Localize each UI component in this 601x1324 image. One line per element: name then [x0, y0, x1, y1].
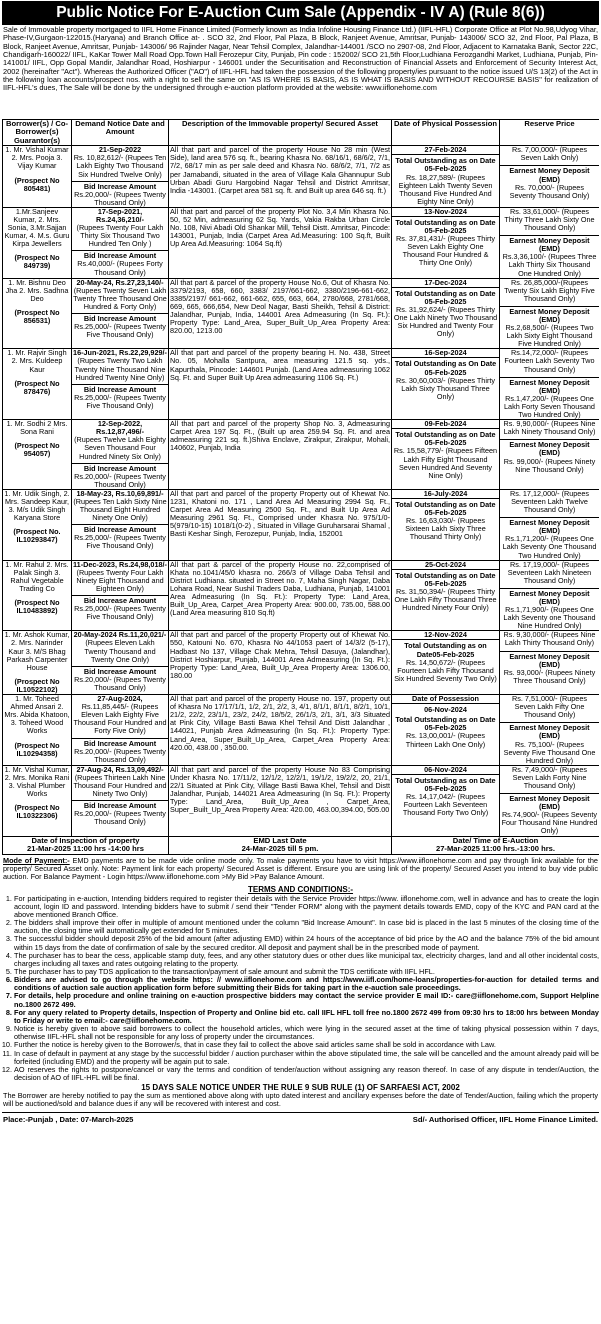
auction-value: 27-Mar-2025 11:00 hrs.-13:00 hrs. [435, 844, 556, 854]
inspection-label: Date of Inspection of property [31, 836, 140, 845]
table-row [3, 207, 600, 278]
reserve-price: Rs. 9,90,000/- (Rupees Nine Lakh Ninety Thousand Only) [503, 419, 596, 437]
bid-increase-amount: Rs.20,000/- (Rupees Twenty Thousand Only) [74, 189, 166, 207]
borrower-cell [3, 631, 72, 695]
reserve-price: Rs. 7,51,000/- (Rupees Seven Lakh Fifty One Thousand Only) [512, 694, 587, 720]
demand-cell [72, 146, 169, 208]
col-description: Description of the Immovable property/ Secured Asset [169, 120, 392, 146]
borrower-cell [3, 349, 72, 420]
emd-amount: Rs.1,71,200/- (Rupees One Lakh Seventy One Thousand Two Hundred Only) [502, 534, 597, 560]
bid-increase-label: Bid Increase Amount [72, 313, 168, 323]
prospect-number: (Prospect No 805481) [14, 175, 60, 193]
table-row [3, 631, 600, 695]
demand-date: 11-Dec-2023, Rs.24,98,018/- [73, 560, 167, 569]
borrower-cell [3, 560, 72, 631]
demand-date: 18-May-23, Rs.10,69,891/- [76, 489, 164, 498]
possession-date: 12-Nov-2024 [392, 631, 499, 640]
col-demand: Demand Notice Date and Amount [72, 120, 169, 146]
outstanding-label: Total Outstanding as on Date 05-Feb-2025 [395, 499, 496, 518]
demand-cell [72, 207, 169, 278]
emd-label: Earnest Money Deposit (EMD) [500, 165, 599, 183]
property-description: All that part and parcel of the property Plot No. 3,4 Min Khasra No. 50, 52 Min, admeasuring 62 Sq. Yards, Vakia Rakba Urban Circle No. 108, Nivi Abadi Old Shankar Mill, Tehsil Distt. Amritsar, Pincode: 143001, Punjab, India (Carpet Area Ad.Measuring: 100 Sq.ft, Built Up Area Ad.Measuring: 1064 Sq.ft) [169, 207, 392, 278]
terms-item: 4. The purchaser has to bear the cess, applicable stamp duty, fees, and any other statutory dues or other dues like municipal tax, electricity charges, land and all other incidental costs, charges including all taxes and rates outgoing relating to the property. [14, 952, 599, 968]
prospect-number: (Prospect No 878476) [14, 378, 60, 396]
bid-increase-amount: Rs.20,000/- (Rupees Twenty Thousand Only) [74, 746, 166, 764]
outstanding-label: Total Outstanding as on Date 05-Feb-2025 [395, 430, 496, 448]
emd-label: Earnest Money Deposit (EMD) [500, 235, 599, 253]
borrower-cell [3, 695, 72, 766]
possession-cell [392, 560, 500, 631]
possession-date: 16-July-2024 [392, 490, 499, 499]
possession-cell [392, 765, 500, 836]
terms-item: 9. Notice is hereby given to above said borrowers to collect the household articles, which were lying in the secured asset at the time of taking physical possession within 7 days, otherwise IIFL-HFL shall not be responsible for any loss of property under the circumstances. [14, 1025, 599, 1041]
notice-title: Public Notice For E-Auction Cum Sale (Appendix - IV A) (Rule 8(6)) [2, 1, 599, 25]
reserve-price: Rs. 26,85,000/-(Rupees Twenty Six Lakh Eighty Five Thousand Only) [504, 278, 595, 303]
possession-cell [392, 278, 500, 349]
emd-amount: Rs. 75,100/- (Rupees Seventy Five Thousand One Hundred Only) [503, 739, 596, 765]
demand-amount: Rs.11,85,445/- (Rupees Eleven Lakh Eighty Five Thousand Four Hundred and Forty Five Only) [73, 702, 167, 736]
reserve-cell [500, 765, 600, 836]
outstanding-amount: Rs. 18,27,589/- (Rupees Eighteen Lakh Twenty Seven Thousand Five Hundred And Eighty Nine Only) [398, 172, 493, 206]
possession-date: 06-Nov-2024 [392, 766, 499, 775]
possession-date: 09-Feb-2024 [392, 420, 499, 429]
table-row [3, 489, 600, 560]
prospect-number: (Prospect No IL10483892) [14, 598, 60, 616]
outstanding-label: Total Outstanding as on Date 05-Feb-2025 [395, 288, 496, 306]
bid-increase-label: Bid Increase Amount [72, 181, 168, 191]
terms-item: 8. For any query related to Property details, Inspection of Property and Online bid etc. call IIFL HFL toll free no.1800 2672 499 from 09:30 hrs to 18:00 hrs between Monday to Friday or write to email:- care@iiflonehome.com. [14, 1009, 599, 1025]
property-description: All that part and parcel of the property bearing H. No. 438, Street No. 05, Mohalla Santpura, area measuring 121.5 sq. yds., Kapurthala, Pincode: 144601 Punjab. (Land Area admeasuring 1062 Sq. Ft. and Super Built Up Area admeasuring 1106 Sq. Ft.) [169, 349, 392, 420]
possession-date: Date of Possession [392, 695, 499, 704]
table-header-row [3, 120, 600, 146]
terms-item: 11. In case of default in payment at any stage by the successful bidder / auction purchaser within the above stipulated time, the sale will be cancelled and the amount already paid will be forfeited (including EMD) and the property will be again put to sale. [14, 1050, 599, 1066]
borrower-names: 1. Mr. Rahul 2. Mrs. Palak Singh 3. Rahul Vegetable Trading Co [5, 560, 69, 593]
reserve-cell [500, 207, 600, 278]
outstanding-amount: Rs. 14,17,042/- (Rupees Fourteen Lakh Seventeen Thousand Forty Two Only) [402, 792, 489, 818]
col-borrower: Borrower(s) / Co-Borrower(s) Guarantor(s) [3, 120, 72, 146]
bid-increase-amount: Rs.20,000/- (Rupees Twenty Thousand Only) [74, 809, 166, 827]
outstanding-amount: Rs. 31,50,394/- (Rupees Thirty One Lakh Fifty Thousand Three Hundred Ninety Four Only) [394, 586, 497, 613]
demand-date: 27-Aug-24, Rs.13,09,492/- [76, 765, 164, 774]
emd-amount: Rs.74,900/- (Rupees Seventy Four Thousand Nine Hundred Only) [501, 810, 598, 836]
possession-cell [392, 207, 500, 278]
borrower-names: 1. Mr. Toheed Ahmed Ansari 2. Mrs. Abida Khatoon, 3. Toheed Wood Works [4, 694, 70, 736]
demand-date: 21-Sep-2022 [98, 145, 142, 155]
terms-item: 2. The bidders shall improve their offer in multiple of amount mentioned under the column "Bid Increase Amount". In case bid is placed in the last 5 minutes of the closing time of the auction, the closing time will automatically get extended for 5 minutes. [14, 919, 599, 935]
property-description: All that part and parcel of the property Shop No. 3, Admeasuring Carpet Area 197 Sq. Ft., (Built up area 259.94 Sq. Ft. and area admeasuring 221 sq. ft.)Shiva Enclave, Zirakpur, Zirakpur, Mohali, 140602, Punjab, India [169, 420, 392, 490]
col-possession: Date of Physical Possession [392, 120, 500, 146]
property-description: All that part and parcel of the property House No 83 Comprising Under Khasra No. 17/11/2, 12/1/2, 12/2/1, 19/1/2, 19/2/2, 20, 21/1, 22/1 Situated at Pink City, Village Basti Bawa Khel, Tehsil and Distt Jalandhar, Punjab, 144021 Area Admeasuring (In Sq. Ft.): Property Type: Land_Area, Built_Up_Area , Carpet_Area, Super_Built_Up_Area Property Area: 420.00, 463.00,394.00, 505.00 [169, 765, 392, 836]
possession-date-value: 06-Nov-2024 [424, 705, 467, 715]
property-description: All that part and parcel of the property House No 28 min (West Side), land area 576 sq. ft., bearing Khasra No. 68/16/1, 68/6/2, 7/1, 7/2, 68/17 min as per sale deed and Khasra No. 68/6/2, 7/1, 7/2 as per Jamabandi, situated in the area of Village Kala Ghannupur Sub Urban Abadi Guru Hargobind Nagar Tehsil and District Amritsar, India -143001. (Carpet area 581 sq. ft. and Built up area 646 sq. ft.) [169, 146, 392, 208]
bid-increase-amount: Rs.25,000/- (Rupees Twenty Five Thousand Only) [74, 392, 166, 410]
table-row [3, 560, 600, 631]
mode-of-payment [2, 855, 599, 882]
bid-increase-label: Bid Increase Amount [72, 738, 168, 748]
emd-amount: Rs. 93,000/- (Rupees Ninety Three Thousand Only) [503, 667, 596, 685]
emd-label: Earnest Money Deposit (EMD) [500, 588, 599, 606]
outstanding-amount: Rs. 31,92,624/- (Rupees Thirty One Lakh Ninety Two Thousand Six Hundred and Twenty Four Only) [393, 304, 498, 339]
emd-label: Earnest Money Deposit (EMD) [500, 793, 599, 811]
bid-increase-amount: Rs.20,000/- (Rupees Twenty Thousand Only) [74, 674, 166, 692]
outstanding-amount: Rs. 37,81,431/- (Rupees Thirty Seven Lakh Eighty One Thousand Four Hundred & Thirty One Only) [396, 234, 495, 268]
demand-cell [72, 765, 169, 836]
possession-cell [392, 489, 500, 560]
outstanding-label: Total Outstanding as on Date 05-Feb-2025 [395, 156, 496, 174]
prospect-number: (Prospect No IL10294358) [14, 740, 60, 758]
demand-amount: (Rupees Twenty Four Lakh Ninety Eight Thousand and Eighteen Only) [76, 567, 164, 593]
demand-amount: (Rupees Twelve Lakh Eighty Seven Thousand Four Hundred Ninety Six Only) [74, 435, 166, 461]
borrower-cell [3, 146, 72, 208]
outstanding-label: Total Outstanding as On Date 05-Feb-2025 [394, 359, 497, 377]
emd-label: Earnest Money Deposit (EMD) [500, 377, 599, 395]
demand-cell [72, 349, 169, 420]
outstanding-label: Total Outstanding as on Date 05-Feb-2025 [395, 715, 496, 733]
borrower-names: 1. Mr. Vishal Kumar, 2. Mrs. Monika Rani 3. Vishal Plumber Works [4, 765, 70, 799]
emd-amount: Rs. 99,000/- (Rupees Ninety Nine Thousand Only) [503, 456, 596, 474]
emd-last-label: EMD Last Date [253, 836, 307, 845]
outstanding-amount: Rs. 16,63,030/- (Rupees Sixteen Lakh Sixty Three Thousand Thirty Only) [405, 516, 486, 542]
emd-label: Earnest Money Deposit (EMD) [500, 306, 599, 324]
borrower-names: 1. Mr. Vishal Kumar 2. Mrs. Pooja 3. Vijay Kumar [5, 145, 69, 171]
bid-increase-amount: Rs.25,000/- (Rupees Twenty Five Thousand Only) [74, 604, 166, 622]
reserve-price: Rs. 17,19,000/- (Rupees Seventeen Lakh Nineteen Thousand Only) [507, 560, 592, 585]
demand-cell [72, 695, 169, 766]
demand-amount: (Rupees Ten Lakh Sixty Nine Thousand Eight Hundred Ninety One Only) [73, 496, 167, 523]
prospect-number: (Prospect No 954057) [14, 441, 60, 459]
auction-table [2, 119, 599, 855]
demand-amount: (Rupees Twenty Two Lakh Twenty Nine Thousand Nine Hundred Twenty Nine Only) [74, 356, 166, 382]
emd-label: Earnest Money Deposit (EMD) [500, 517, 599, 535]
auction-schedule-row [3, 836, 600, 854]
possession-date: 27-Feb-2024 [392, 146, 499, 155]
reserve-cell [500, 560, 600, 631]
bid-increase-label: Bid Increase Amount [72, 384, 168, 394]
emd-amount: Rs. 70,000/- (Rupees Seventy Thousand Only) [509, 182, 590, 200]
bid-increase-label: Bid Increase Amount [72, 800, 168, 810]
reserve-cell [500, 420, 600, 490]
demand-date: 27-Aug-2024, [97, 694, 143, 704]
prospect-number: (Prospect No. IL10293847) [13, 527, 61, 545]
reserve-price: Rs. 9,30,000/- (Rupees Nine Lakh Thirty Thousand Only) [503, 630, 596, 648]
table-row [3, 695, 600, 766]
sarfaesi-title: 15 DAYS SALE NOTICE UNDER THE RULE 9 SUB RULE (1) OF SARFAESI ACT, 2002 [141, 1083, 460, 1093]
col-reserve: Reserve Price [500, 120, 600, 146]
table-row [3, 765, 600, 836]
possession-date: 13-Nov-2024 [392, 208, 499, 217]
demand-cell [72, 560, 169, 631]
signature-row [2, 1112, 599, 1126]
emd-label: Earnest Money Deposit (EMD) [500, 722, 599, 740]
terms-list [2, 895, 599, 1083]
emd-label: Earnest Money Deposit (EMD) [500, 651, 599, 669]
terms-item: 12. AO reserves the rights to postpone/cancel or vary the terms and condition of tender/auction without assigning any reason thereof. In case of any dispute in tender/Auction, the decision of AO of IIFL-HFL will be final. [14, 1066, 599, 1082]
emd-amount: Rs.3,36,100/- (Rupees Three Lakh Thirty Six Thousand One Hundred Only) [502, 252, 597, 278]
possession-date: 16-Sep-2024 [392, 349, 499, 358]
reserve-cell [500, 631, 600, 695]
signature: Sd/- Authorised Officer, IIFL Home Finance Limited. [412, 1114, 598, 1124]
borrower-names: 1. Mr. Bishnu Deo Jha 2. Mrs. Sadhna Deo [5, 278, 69, 303]
possession-cell [392, 420, 500, 490]
place-date: Place:-Punjab , Date: 07-March-2025 [3, 1114, 134, 1124]
possession-cell [392, 146, 500, 208]
demand-amount: (Rupees Thirteen Lakh Nine Thousand Four Hundred and Ninety Two Only) [73, 772, 167, 799]
demand-cell [72, 631, 169, 695]
reserve-cell [500, 489, 600, 560]
emd-label: Earnest Money Deposit (EMD) [500, 439, 599, 457]
terms-item: 3. The successful bidder should deposit 25% of the bid amount (after adjusting EMD) within 24 hours of the acceptance of bid price by the AO and the balance 75% of the bid amount within 15 days from the date of confirmation of sale by the secured creditor. All deposit and payment shall be in the prescribed mode of payment. [14, 935, 599, 951]
outstanding-amount: Rs. 15,58,779/- (Rupees Fifteen Lakh Fifty Eight Thousand Seven Hundred And Seventy Nine Only) [393, 446, 498, 480]
borrower-cell [3, 207, 72, 278]
property-description: All that part and parcel of the property House no. 197, property out of Khasra No 17/17/1/1, 1/2, 2/1, 2/2, 3, 4/1, 8/1/1, 8/1/1, 8/2/1, 10/1, 21/2, 22/2, 23/1/1, 23/2, 24/2, 18/5/2, 26/1/3, 2/1, 3/1, 3/3 Situated at Pink City, Village Basti Bawa Khel Tehsil And Distt Jalandhar , 144021, Punjab Area Admeasuring (In Sq. Ft.): Property Type: Land_Area, Super_Built_Up_Area, Carpet_Area Property Area: 420.00, 438.00 , 350.00. [169, 695, 392, 766]
outstanding-label: Total Outstanding as on Date05-Feb-2025 [404, 641, 487, 659]
borrower-names: 1.Mr.Sanjeev Kumar, 2. Mrs. Sonia, 3.Mr.Sajjan Kumar, 4. M.s. Guru Kirpa Jewellers [4, 207, 70, 249]
bid-increase-amount: Rs.40,000/- (Rupees Forty Thousand Only) [77, 259, 163, 277]
possession-date: 17-Dec-2024 [392, 279, 499, 288]
demand-date: 17-Sep-2021, Rs.24,36,210/- [96, 207, 144, 224]
terms-item: 5. The purchaser has to pay TDS application to the transaction/payment of sale amount and submit the TDS certificate with IIFL HFL. [14, 968, 599, 976]
borrower-cell [3, 420, 72, 490]
terms-title: TERMS AND CONDITIONS:- [247, 884, 354, 894]
possession-cell [392, 695, 500, 766]
prospect-number: (Prospect No 856531) [14, 307, 60, 325]
bid-increase-amount: Rs.20,000/- (Rupees Twenty Thousand Only) [74, 471, 166, 489]
terms-item: 6. Bidders are advised to go through the website https: // www.iiflonehome.com and https://www.iifl.com/home-loans/properties-for-auction for detailed terms and conditions of auction sale auction application form before submitting their Bids for taking part in the e-auction sale proceedings. [14, 976, 599, 992]
prospect-number: (Prospect No IL10322306) [14, 803, 60, 821]
demand-amount: (Rupees Eleven Lakh Twenty Thousand and Twenty One Only) [84, 638, 156, 664]
borrower-names: 1. Mr. Rajvir Singh 2. Mrs. Kuldeep Kaur [7, 348, 67, 374]
property-description: All that part and parcel of the property Property out of Khewat No. 550, Katouni No. 670, Khasra No 44/1053 paert of 14/3/2 (5-17), Hadbast No 137, Village Chak Mehra, Tehsil Dasuya, (Jalandhar), District Hoshiarpur, Punjab, 144001 Area Admeasuring (In Sq. Ft.): Property Type: Land_Area, Built_Up_Area Property Area: 1306.00, 180.00 [169, 631, 392, 695]
reserve-cell [500, 278, 600, 349]
demand-amount: Rs. 10,82,612/- (Rupees Ten Lakh Eighty Two Thousand Six Hundred Twelve Only) [73, 153, 167, 179]
possession-date: 25-Oct-2024 [392, 561, 499, 570]
table-row [3, 146, 600, 208]
demand-amount: (Rupees Twenty Four Lakh Thirty Six Thousand Two Hundred Ten Only ) [76, 223, 164, 249]
table-row [3, 420, 600, 490]
demand-cell [72, 489, 169, 560]
reserve-price: Rs. 7,49,000/- (Rupees Seven Lakh Forty Nine Thousand Only) [512, 765, 587, 790]
reserve-price: Rs.14,72,000/- (Rupees Fourteen Lakh Seventy Two Thousand Only) [504, 348, 595, 374]
reserve-cell [500, 146, 600, 208]
possession-cell [392, 631, 500, 695]
auction-label: Date/ Time of E-Auction [452, 836, 539, 845]
borrower-names: 1. Mr. Udik Singh, 2. Mrs. Sandeep Kaur, 3. M/s Udik Singh Karyana Store [4, 489, 70, 523]
outstanding-label: Total Outstanding as on Date 05-Feb-2025 [395, 570, 496, 588]
demand-date: 12-Sep-2022, Rs.12,87,496/- [96, 419, 144, 437]
outstanding-amount: Rs. 14,50,672/- (Rupees Fourteen Lakh Fifty Thousand Six Hundred Seventy Two Only) [394, 657, 497, 683]
bid-increase-label: Bid Increase Amount [72, 595, 168, 605]
property-description: All that part and parcel of the property Property out of Khewat No. 1231, Khatoni no. 171 , Land Area Ad Measuring 2994 Sq. Ft., Carpet Area Ad Measuring 2500 Sq. Ft., and Built Up Area Ad Measuring 2961 Sq. Ft., Comprised under Khasra No. 975/1/0-5(979/10-15) 1018/1(0-2) , Situated in Village Guruharsarai Shamal , Basti Keshar Singh, Ferozepur, Punjab, India, 152001 [169, 489, 392, 560]
terms-item: 7. For details, help procedure and online training on e-auction prospective bidders may contact the service provider E mail ID:- care@iiflonehome.com, Support Helpline no.1800 2672 499. [14, 992, 599, 1008]
mode-of-payment-label: Mode of Payment:- [3, 855, 70, 865]
reserve-cell [500, 695, 600, 766]
emd-amount: Rs.1,47,200/- (Rupees One Lakh Forty Seven Thousand Two Hundred Only) [504, 393, 595, 420]
bid-increase-label: Bid Increase Amount [72, 463, 168, 473]
bid-increase-label: Bid Increase Amount [72, 250, 168, 260]
bid-increase-label: Bid Increase Amount [72, 666, 168, 676]
demand-date: 20-May-24, Rs.27,23,140/- [76, 278, 164, 287]
terms-item: 10. Further the notice is hereby given to the Borrower/s, that in case they fail to collect the above said articles same shall be sold in accordance with Law. [14, 1041, 599, 1049]
table-row [3, 349, 600, 420]
demand-date: 16-Jun-2021, Rs.22,29,929/- [73, 348, 167, 358]
demand-cell [72, 420, 169, 490]
demand-date: 20-May-2024 Rs.11,20,021/- [73, 630, 167, 640]
prospect-number: (Prospect No IL10522102) [14, 676, 60, 694]
emd-last-value: 24-Mar-2025 till 5 pm. [241, 844, 319, 854]
table-row [3, 278, 600, 349]
demand-cell [72, 278, 169, 349]
borrower-names: 1. Mr. Ashok Kumar, 2. Mrs. Narinder Kaur 3. M/S Bhag Parkash Carpenter House [4, 630, 70, 672]
borrower-names: 1. Mr. Sodhi 2 Mrs. Sona Rani [6, 419, 68, 437]
borrower-cell [3, 278, 72, 349]
sarfaesi-text: The Borrower are hereby notified to pay the sum as mentioned above along with upto dated interest and ancillary expenses before the date of Tender/Auction, failing which the property will be auctioned/sold and balance dues if any will be recovered with interest and cost. [3, 1091, 598, 1109]
inspection-value: 21-Mar-2025 11:00 hrs -14:00 hrs [27, 844, 144, 854]
terms-item: 1. For participating in e-auction, Intending bidders required to register their details with the Service Provider https://www. iiflonehome.com, well in advance and has to create the login account, login ID and password. Intending bidders have to submit / send their "Tender FORM" along with the payment details towards EMD, copy of the KYC and PAN card at the above mentioned Branch Office. [14, 895, 599, 919]
reserve-price: Rs. 7,00,000/- (Rupees Seven Lakh Only) [512, 145, 587, 163]
emd-amount: Rs.2,68,500/- (Rupees Two Lakh Sixty Eight Thousand Five Hundred Only) [505, 323, 594, 349]
property-description: All that part & parcel of the property House No.6, Out of Khasra No. 3379/2193, 658, 660, 3383/ 2197/661-662, 3380/2196-661-662, 3385/2197/ 661-662, 661-662, 655, 663, 664, 2780/668, 2781/668, 669, 665, 666,654, New Deol Nagar, Basti Sheikh, Tehsil & District: Jalandhar, Punjab, India, 144001 Area Admeasuring (In Sq. Ft.): Property Type: Land_Area, Super_Built_Up_Area Property Area: 820.00, 1213.00 [169, 278, 392, 349]
outstanding-label: Total Outstanding as on Date 05-Feb-2025 [395, 217, 496, 236]
bid-increase-label: Bid Increase Amount [72, 524, 168, 534]
emd-amount: Rs.1,71,900/- (Rupees One Lakh Seventy one Thousand Nine Hundred Only) [503, 605, 596, 631]
outstanding-amount: Rs. 30,60,003/- (Rupees Thirty Lakh Sixty Thousand Three Only) [396, 375, 495, 401]
reserve-cell [500, 349, 600, 420]
demand-amount: (Rupees Twenty Seven Lakh Twenty Three Thousand One Hundred & Forty Only) [73, 285, 167, 311]
borrower-cell [3, 489, 72, 560]
possession-cell [392, 349, 500, 420]
reserve-price: Rs. 17,12,000/- (Rupees Seventeen Lakh Twelve Thousand Only) [510, 489, 589, 515]
bid-increase-amount: Rs.25,000/- (Rupees Twenty Five Thousand Only) [74, 322, 166, 340]
mode-of-payment-text: EMD payments are to be made vide online mode only. To make payments you have to visit https://www.iiflonehome.com and pay through link available for the property/ Secured Asset only. Note: Payment link for each property/ Secured Asset is different. Ensure you are using link of the property/ Secured Asset you intend to buy vide public auction. For Balance Payment - Login https://www.iiflonehome.com >My Bid >Pay Balance Amount. [3, 855, 598, 882]
prospect-number: (Prospect No 849739) [14, 253, 60, 271]
intro-paragraph: Sale of Immovable property mortgaged to IIFL Home Finance Limited (Formerly known as India Infoline Housing Finance Ltd.) (IIFL-HFL) Corporate Office at Plot No.98,Udyog Vihar, Phase-IV,Gurgaon-122015.(Haryana) and Branch Office at- . SCO 32, 2nd Floor, Pal Plaza, B Block, Ranjeet Avenue, Amritsar, Punjab- 143006/ SCO 32, 2nd Floor, Pal Plaza, B Block, Ranjeet Avenue, Amritsar, Punjab- 143006/ 96 Rajinder Nagar, Near Tehsil Complex, Jalandhar-144001 /SCO no 2907-08, 2nd Floor, Adjacent to Karnataka Bank, Sector 22C, Chandigarh-160022/ IIFL, KaKar Tower Mall Road Opp.Town Hall Ferozepur City, Punjab, Pin code : 152002/ SCO 21,5th Floor,Ludhiana Ferozgandhi Market, Ludhiana, Punjab, Pin-141001/ IIFL, Opp Gopal Mandir, Jalandhar Road, Hoshiarpur - 146001 under the Securitisation and Reconstruction of Financial Assets and Enforcement of Security Interest Act, 2002 (hereinafter "Act"). Whereas the Authorized Officer ("AO") of IIFL-HFL had taken the possession of the following property/ies pursuant to the notice issued U/S 13(2) of the Act in the following loan accounts/prospect nos. with a right to sell the same on "AS IS WHERE IS BASIS, AS IS WHAT IS BASIS AND WITHOUT RECOURSE BASIS" for realization of IIFL-HFL's dues, The Sale will be done by the undersigned through e-auction platform provided at the website: www.iiflonehome.com [3, 25, 599, 93]
bid-increase-amount: Rs.25,000/- (Rupees Twenty Five Thousand Only) [74, 533, 166, 551]
borrower-cell [3, 765, 72, 836]
property-description: All that part & parcel of the property House no. 22,comprised of Khata no.1041/45/0 khasra no. 266/3 of Village Daba Tehsil and District Ludhiana. situated in Street no. 7, Maha Singh Nagar, Daba Lohara Road, Near Sushil Traders Daba, Ludhiana, Punjab, 141001 Area Admeasuring (In Sq. Ft.): Property Type: Land_Area, Built_Up_Area, Carpet_Area Property Area: 900.00, 735.00, 588.00 (Land Area measuring 810 Sq.ft) [169, 560, 392, 631]
outstanding-amount: Rs. 13,00,001/- (Rupees Thirteen Lakh One Only) [405, 731, 486, 749]
outstanding-label: Total Outstanding as on Date 05-Feb-2025 [395, 775, 496, 793]
reserve-price: Rs. 33,61,000/- (Rupees Thirty Three Lakh Sixty One Thousand Only) [504, 207, 595, 233]
notice-page [2, 1, 599, 1321]
